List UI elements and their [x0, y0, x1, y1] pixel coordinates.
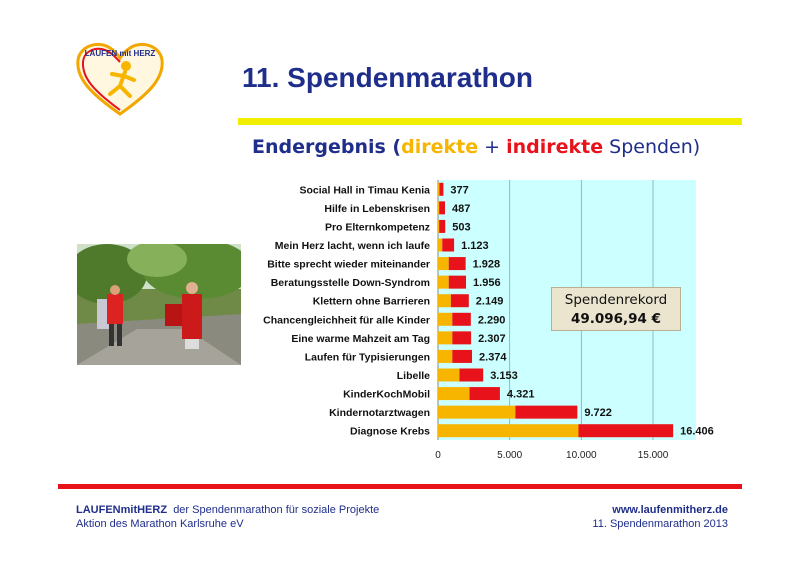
data-label: 16.406 [680, 425, 714, 438]
category-label: Social Hall in Timau Kenia [299, 184, 430, 197]
bar-direct [438, 294, 451, 307]
data-label: 1.928 [472, 258, 501, 271]
data-label: 2.290 [477, 314, 506, 327]
bar-indirect [515, 406, 577, 419]
bar-indirect [439, 220, 445, 233]
subtitle-part2: Spenden) [603, 136, 701, 158]
logo-text: LAUFEN mit HERZ [84, 49, 156, 58]
category-label: Chancengleichheit für alle Kinder [263, 314, 430, 327]
subtitle-plus: + [478, 136, 507, 158]
footer-org: Aktion des Marathon Karlsruhe eV [76, 518, 244, 530]
footer-event: 11. Spendenmarathon 2013 [592, 518, 728, 530]
data-label: 3.153 [490, 370, 518, 382]
data-label: 1.956 [473, 277, 501, 290]
category-label: Klettern ohne Barrieren [312, 295, 430, 308]
bar-direct [438, 387, 470, 400]
data-label: 9.722 [584, 407, 612, 420]
category-label: Hilfe in Lebenskrisen [324, 202, 430, 215]
title-divider [238, 118, 742, 125]
data-label: 377 [450, 184, 469, 197]
bar-indirect [470, 387, 500, 400]
bar-indirect [449, 257, 466, 270]
record-box [551, 287, 681, 331]
category-label: KinderKochMobil [343, 388, 430, 401]
data-label: 2.374 [479, 351, 507, 364]
bar-direct [438, 239, 442, 252]
footer-left [76, 503, 379, 531]
data-label: 1.123 [461, 240, 489, 252]
bar-direct [438, 331, 452, 344]
category-label: Libelle [396, 370, 430, 382]
x-tick-label: 15.000 [637, 450, 669, 461]
bar-direct [438, 201, 439, 214]
category-label: Kindernotarztwagen [329, 407, 430, 420]
data-label: 487 [451, 202, 471, 215]
bar-indirect [451, 294, 469, 307]
category-label: Diagnose Krebs [350, 425, 430, 438]
subtitle-direct: direkte [401, 136, 479, 158]
bar-indirect [452, 313, 470, 326]
category-label: Mein Herz lacht, wenn ich laufe [274, 240, 430, 252]
page-title: 11. Spendenmarathon [242, 62, 533, 93]
bar-indirect [452, 331, 471, 344]
subtitle-part1: Endergebnis ( [252, 136, 402, 158]
footer-divider [58, 484, 742, 489]
category-label: Beratungsstelle Down-Syndrom [270, 277, 430, 290]
bar-direct [438, 220, 439, 233]
data-label: 4.321 [506, 388, 535, 401]
x-tick-label: 0 [435, 450, 441, 461]
data-label: 2.149 [475, 295, 504, 308]
footer-brand: LAUFENmitHERZ [76, 504, 168, 516]
bar-indirect [452, 350, 472, 363]
bar-direct [438, 313, 452, 326]
record-value: 49.096,94 € [570, 311, 662, 327]
chart-subtitle [252, 136, 700, 158]
subtitle-indirect: indirekte [506, 136, 604, 158]
footer-right [592, 503, 728, 531]
bar-direct [438, 257, 449, 270]
category-label: Eine warme Mahzeit am Tag [291, 332, 430, 345]
bar-direct [438, 406, 515, 419]
runners-photo [77, 244, 241, 365]
bar-direct [438, 276, 449, 289]
logo [70, 38, 170, 118]
bar-indirect [442, 239, 454, 252]
data-label: 503 [452, 221, 471, 234]
category-label: Bitte sprecht wieder miteinander [267, 258, 430, 271]
heart-runner-icon [70, 38, 170, 118]
bar-indirect [439, 183, 443, 196]
bar-indirect [449, 276, 466, 289]
bar-direct [438, 424, 578, 437]
bar-indirect [439, 201, 445, 214]
footer-tagline: der Spendenmarathon für soziale Projekte [173, 504, 380, 516]
footer-website: www.laufenmitherz.de [612, 504, 728, 516]
record-label: Spendenrekord [564, 292, 668, 308]
x-tick-label: 10.000 [566, 450, 597, 461]
bar-direct [438, 183, 439, 196]
data-label: 2.307 [478, 332, 506, 345]
category-label: Pro Elternkompetenz [324, 221, 430, 234]
category-label: Laufen für Typisierungen [304, 351, 430, 364]
bar-direct [438, 350, 452, 363]
bar-direct [438, 369, 460, 382]
bar-indirect [460, 369, 484, 382]
bar-indirect [578, 424, 673, 437]
x-tick-label: 5.000 [497, 450, 523, 461]
